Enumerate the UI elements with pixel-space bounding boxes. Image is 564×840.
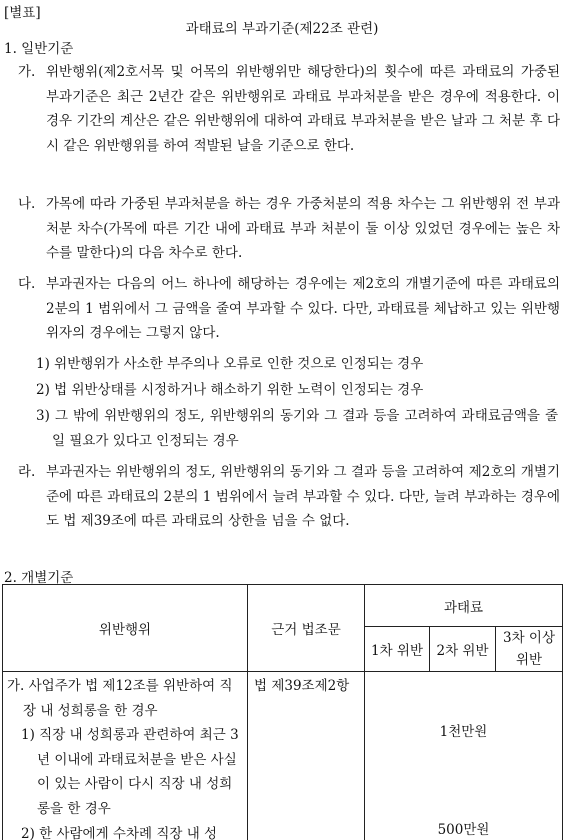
header-law: 근거 법조문: [248, 585, 365, 672]
subitem-text: 2) 법 위반상태를 시정하거나 해소하기 위한 노력이 인정되는 경우: [36, 382, 424, 398]
general-item-na: [18, 192, 560, 266]
item-text: 부과권자는 위반행위의 정도, 위반행위의 동기와 그 결과 등을 고려하여 제2호의 개별기준에 따른 과태료의 2분의 1 범위에서 늘려 부과할 수 있다. 다만, 늘려 부과하는 경우에도 법 제39조에 따른 과태료의 상한을 넘을 수 없다.: [46, 464, 560, 530]
fine-cell: [365, 672, 563, 840]
fine-amount-1: 1천만원: [439, 724, 488, 740]
item-text: 부과권자는 다음의 어느 하나에 해당하는 경우에는 제2호의 개별기준에 따른 과태료의 2분의 1 범위에서 그 금액을 줄여 부과할 수 있다. 다만, 과태료를 체납하고 있는 위반행위자의 경우에는 그렇지 않다.: [46, 276, 560, 342]
item-mark: 가.: [18, 64, 36, 80]
item-mark: 다.: [18, 276, 36, 292]
violation-sub-2: 2) 한 사람에게 수차례 직장 내 성: [21, 825, 218, 840]
header-fine: 과태료: [365, 585, 563, 627]
fine-amount-2: 500만원: [437, 822, 490, 838]
individual-standards-table: [2, 584, 563, 840]
section-heading-general: 1. 일반기준: [4, 41, 74, 57]
section-heading-individual: 2. 개별기준: [4, 570, 74, 586]
general-subitem: [36, 352, 556, 377]
general-item-da: [18, 272, 560, 346]
header-third-violation: 3차 이상 위반: [496, 627, 563, 672]
item-mark: 라.: [18, 464, 36, 480]
general-item-ra: [18, 460, 560, 534]
law-cell: 법 제39조제2항: [248, 672, 365, 840]
violation-main: 가. 사업주가 법 제12조를 위반하여 직장 내 성희롱을 한 경우: [7, 678, 233, 719]
violation-sub-1: 1) 직장 내 성희롱과 관련하여 최근 3년 이내에 과태료처분을 받은 사실이 있는 사람이 다시 직장 내 성희롱을 한 경우: [21, 727, 239, 817]
subitem-text: 3) 그 밖에 위반행위의 정도, 위반행위의 동기와 그 결과 등을 고려하여 과태료금액을 줄일 필요가 있다고 인정되는 경우: [36, 408, 558, 449]
header-violation: 위반행위: [3, 585, 248, 672]
page-title: 과태료의 부과기준(제22조 관련): [185, 21, 379, 37]
item-text: 위반행위(제2호서목 및 어목의 위반행위만 해당한다)의 횟수에 따른 과태료의 가중된 부과기준은 최근 2년간 같은 위반행위로 과태료 부과처분을 받은 경우에 적용한다. 이 경우 기간의 계산은 같은 위반행위에 대하여 과태료 부과처분을 받은 날과 그 처분 후 다시 같은 위반행위를 하여 적발된 날을 기준으로 한다.: [46, 64, 560, 154]
general-item-ga: [18, 60, 560, 158]
item-text: 가목에 따라 가중된 부과처분을 하는 경우 가중처분의 적용 차수는 그 위반행위 전 부과처분 차수(가목에 따른 기간 내에 과태료 부과 처분이 둘 이상 있었던 경우에는 높은 차수를 말한다)의 다음 차수로 한다.: [46, 196, 560, 262]
violation-cell: [3, 672, 248, 840]
general-subitem: [36, 378, 556, 403]
header-first-violation: 1차 위반: [365, 627, 430, 672]
header-second-violation: 2차 위반: [430, 627, 496, 672]
attachment-tag: [별표]: [4, 5, 41, 21]
general-subitem: [36, 404, 558, 453]
item-mark: 나.: [18, 196, 36, 212]
subitem-text: 1) 위반행위가 사소한 부주의나 오류로 인한 것으로 인정되는 경우: [36, 356, 424, 372]
